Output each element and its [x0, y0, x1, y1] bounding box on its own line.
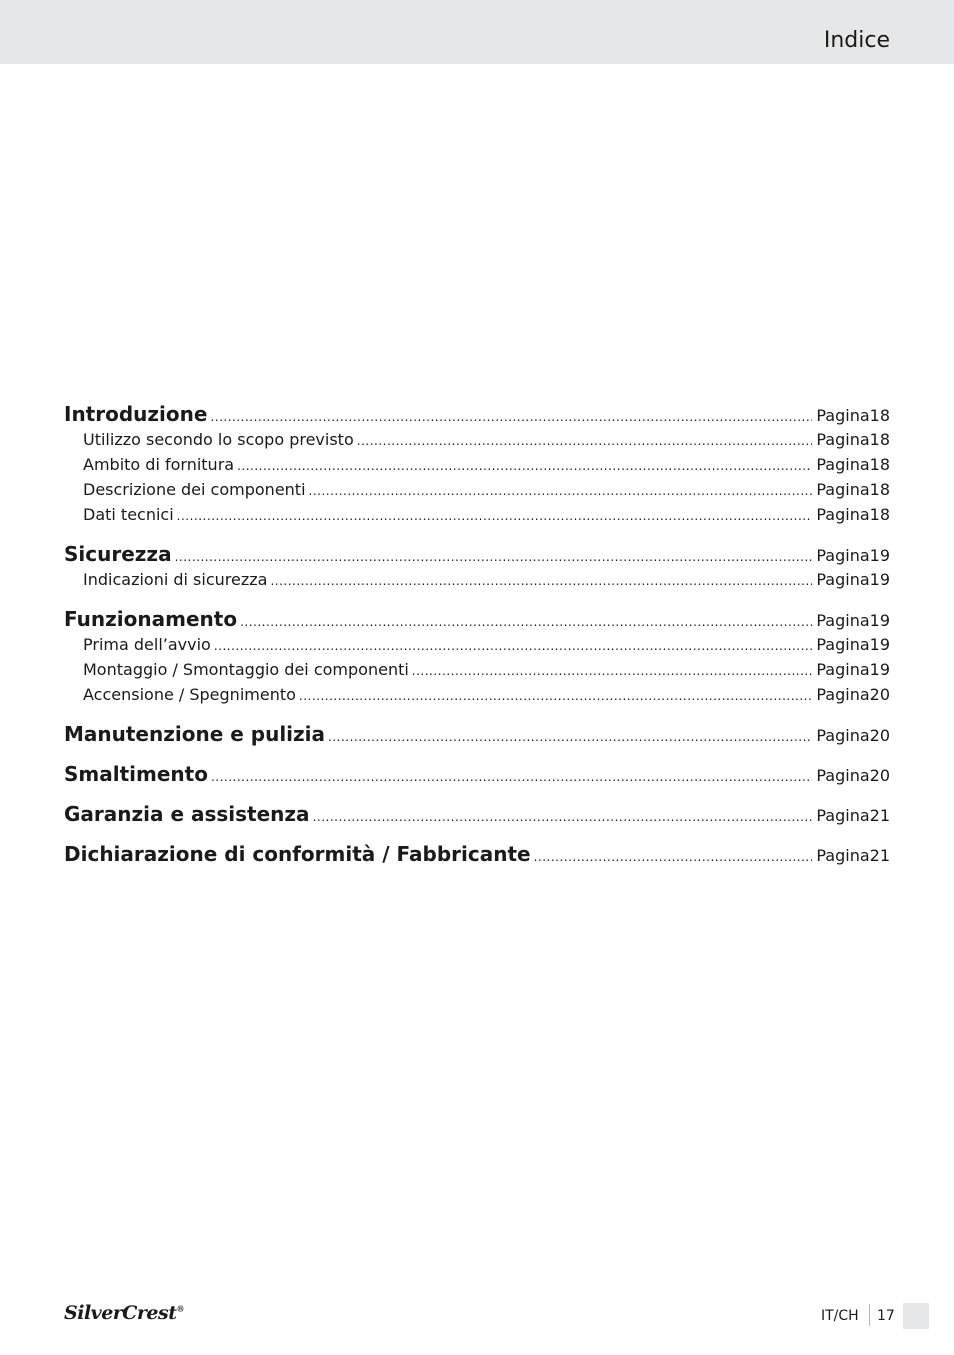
- dot-leader: [534, 850, 813, 864]
- toc-item-row[interactable]: [64, 660, 890, 685]
- page-ref-number: 18: [869, 505, 890, 524]
- page-ref-number: 19: [869, 635, 890, 654]
- toc-item-row[interactable]: [64, 685, 890, 710]
- page-ref-number: 21: [869, 846, 890, 865]
- page-ref-number: 20: [869, 766, 890, 785]
- toc-section: [64, 762, 890, 790]
- toc-item-row[interactable]: [64, 635, 890, 660]
- page-label: Pagina: [816, 570, 870, 589]
- toc-section-row[interactable]: [64, 842, 890, 870]
- toc-section-title: Sicurezza: [64, 542, 172, 566]
- table-of-contents: [64, 402, 890, 882]
- page-ref-number: 19: [869, 660, 890, 679]
- page-ref-number: 18: [869, 430, 890, 449]
- toc-section-row[interactable]: [64, 762, 890, 790]
- page-label: Pagina: [816, 546, 870, 565]
- page-ref-number: 18: [869, 455, 890, 474]
- toc-section-title: Funzionamento: [64, 607, 238, 631]
- toc-item-title: Prima dell’avvio: [83, 635, 211, 654]
- registered-mark: ®: [176, 1303, 184, 1314]
- page-ref-number: 18: [869, 406, 890, 425]
- dot-leader: [313, 810, 813, 824]
- toc-item-title: Utilizzo secondo lo scopo previsto: [83, 430, 354, 449]
- toc-item-row[interactable]: [64, 455, 890, 480]
- language-code: IT/CH: [821, 1308, 859, 1324]
- dot-leader: [211, 770, 812, 784]
- toc-section: [64, 542, 890, 595]
- toc-section-row[interactable]: [64, 802, 890, 830]
- toc-section-title: Garanzia e assistenza: [64, 802, 310, 826]
- toc-section-title: Introduzione: [64, 402, 208, 426]
- dot-leader: [412, 664, 813, 678]
- page-label: Pagina: [816, 846, 870, 865]
- page-label: Pagina: [816, 455, 870, 474]
- dot-leader: [214, 639, 813, 653]
- toc-item-title: Ambito di fornitura: [83, 455, 235, 474]
- toc-item-row[interactable]: [64, 430, 890, 455]
- brand-name: SilverCrest: [64, 1302, 177, 1324]
- dot-leader: [328, 730, 812, 744]
- toc-item-title: Indicazioni di sicurezza: [83, 570, 268, 589]
- page-label: Pagina: [816, 430, 870, 449]
- page-label: Pagina: [816, 660, 870, 679]
- page-label: Pagina: [816, 635, 870, 654]
- page-label: Pagina: [816, 406, 870, 425]
- dot-leader: [299, 689, 812, 703]
- toc-section-row[interactable]: [64, 722, 890, 750]
- dot-leader: [309, 484, 813, 498]
- dot-leader: [177, 509, 813, 523]
- toc-section: [64, 722, 890, 750]
- dot-leader: [237, 459, 812, 473]
- page-ref-number: 21: [869, 806, 890, 825]
- page-label: Pagina: [816, 806, 870, 825]
- toc-section-title: Manutenzione e pulizia: [64, 722, 326, 746]
- toc-section: [64, 842, 890, 870]
- toc-section-title: Dichiarazione di conformità / Fabbricante: [64, 842, 531, 866]
- header-bar: [0, 0, 954, 64]
- toc-section: [64, 607, 890, 710]
- toc-item-title: Descrizione dei componenti: [83, 480, 306, 499]
- page-ref-number: 19: [869, 611, 890, 630]
- toc-section-row[interactable]: [64, 402, 890, 430]
- toc-section: [64, 802, 890, 830]
- page-label: Pagina: [816, 685, 870, 704]
- page-label: Pagina: [816, 766, 870, 785]
- toc-item-row[interactable]: [64, 480, 890, 505]
- footer-divider: [869, 1304, 870, 1326]
- toc-section-title: Smaltimento: [64, 762, 208, 786]
- page-number: 17: [877, 1308, 895, 1324]
- page-tab-marker: [903, 1303, 929, 1329]
- page-ref-number: 19: [869, 546, 890, 565]
- page-label: Pagina: [816, 480, 870, 499]
- page-label: Pagina: [816, 505, 870, 524]
- page-ref-number: 19: [869, 570, 890, 589]
- toc-section-row[interactable]: [64, 542, 890, 570]
- toc-section: [64, 402, 890, 530]
- page-ref-number: 20: [869, 685, 890, 704]
- dot-leader: [175, 550, 813, 564]
- page-ref-number: 20: [869, 726, 890, 745]
- toc-item-title: Montaggio / Smontaggio dei componenti: [83, 660, 409, 679]
- toc-item-title: Dati tecnici: [83, 505, 174, 524]
- dot-leader: [240, 615, 812, 629]
- page-title: Indice: [823, 28, 890, 53]
- toc-section-row[interactable]: [64, 607, 890, 635]
- dot-leader: [357, 434, 813, 448]
- dot-leader: [270, 574, 812, 588]
- dot-leader: [210, 410, 812, 424]
- page-label: Pagina: [816, 726, 870, 745]
- toc-item-title: Accensione / Spegnimento: [83, 685, 296, 704]
- toc-item-row[interactable]: [64, 505, 890, 530]
- page-label: Pagina: [816, 611, 870, 630]
- brand-logo: [64, 1302, 184, 1324]
- page-ref-number: 18: [869, 480, 890, 499]
- toc-item-row[interactable]: [64, 570, 890, 595]
